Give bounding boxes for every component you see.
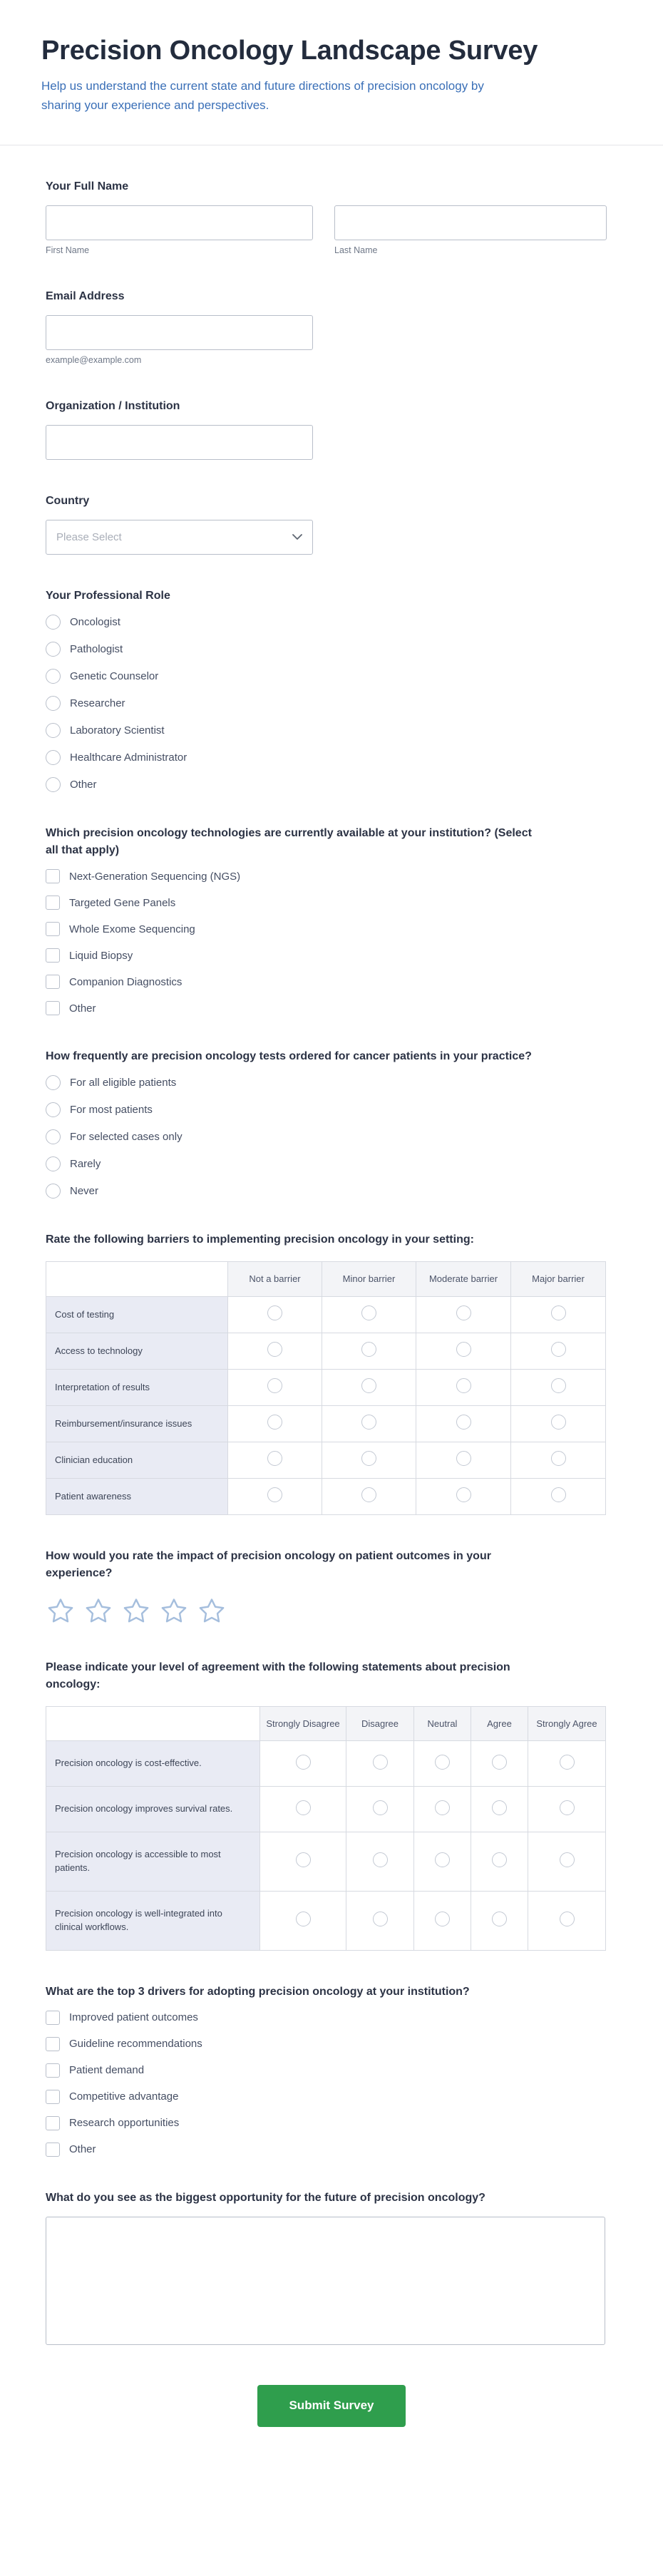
matrix-cell[interactable] bbox=[511, 1478, 606, 1514]
matrix-cell[interactable] bbox=[228, 1405, 322, 1442]
option-label: Never bbox=[70, 1185, 99, 1198]
checkbox-option[interactable] bbox=[46, 2116, 617, 2130]
checkbox-option[interactable] bbox=[46, 2037, 617, 2051]
matrix-cell[interactable] bbox=[228, 1333, 322, 1369]
matrix-cell[interactable] bbox=[346, 1891, 414, 1950]
email-input[interactable] bbox=[46, 315, 313, 350]
matrix-row bbox=[46, 1369, 606, 1405]
radio-button[interactable] bbox=[373, 1800, 388, 1815]
matrix-cell[interactable] bbox=[228, 1296, 322, 1333]
radio-button[interactable] bbox=[435, 1755, 450, 1770]
star-icon[interactable] bbox=[121, 1596, 151, 1626]
role-field bbox=[0, 587, 663, 792]
question-label: Your Full Name bbox=[46, 180, 129, 193]
matrix-column-header: Minor barrier bbox=[322, 1262, 416, 1297]
matrix-cell[interactable] bbox=[228, 1478, 322, 1514]
radio-button[interactable] bbox=[46, 723, 61, 738]
radio-button[interactable] bbox=[551, 1378, 566, 1393]
radio-button[interactable] bbox=[456, 1451, 471, 1466]
matrix-cell[interactable] bbox=[416, 1478, 511, 1514]
matrix-cell[interactable] bbox=[346, 1832, 414, 1892]
matrix-cell[interactable] bbox=[416, 1369, 511, 1405]
country-select[interactable] bbox=[46, 520, 313, 555]
radio-button[interactable] bbox=[560, 1912, 575, 1926]
matrix-cell[interactable] bbox=[228, 1442, 322, 1478]
question-label: Country bbox=[46, 495, 90, 508]
radio-button[interactable] bbox=[456, 1342, 471, 1357]
matrix-row-header: Access to technology bbox=[46, 1333, 228, 1369]
star-icon[interactable] bbox=[83, 1596, 113, 1626]
matrix-cell[interactable] bbox=[414, 1787, 471, 1832]
radio-button[interactable] bbox=[456, 1378, 471, 1393]
radio-button[interactable] bbox=[46, 1156, 61, 1171]
option-label: Researcher bbox=[70, 697, 125, 710]
checkbox[interactable] bbox=[46, 2063, 60, 2078]
last-name-sublabel: Last Name bbox=[334, 245, 378, 256]
matrix-row-header: Patient awareness bbox=[46, 1478, 228, 1514]
matrix-cell[interactable] bbox=[471, 1832, 528, 1892]
radio-button[interactable] bbox=[296, 1800, 311, 1815]
matrix-corner-cell bbox=[46, 1706, 260, 1741]
matrix-row-header: Clinician education bbox=[46, 1442, 228, 1478]
checkbox[interactable] bbox=[46, 975, 60, 989]
checkbox-option[interactable] bbox=[46, 922, 617, 936]
checkbox[interactable] bbox=[46, 869, 60, 883]
radio-option[interactable] bbox=[46, 1129, 617, 1144]
question-label: What are the top 3 drivers for adopting precision oncology at your institution? bbox=[46, 1985, 470, 1998]
radio-button[interactable] bbox=[267, 1378, 282, 1393]
radio-button[interactable] bbox=[267, 1305, 282, 1320]
radio-button[interactable] bbox=[361, 1487, 376, 1502]
option-label: Competitive advantage bbox=[69, 2090, 179, 2103]
checkbox-option[interactable] bbox=[46, 2090, 617, 2104]
matrix-column-header: Major barrier bbox=[511, 1262, 606, 1297]
option-label: For most patients bbox=[70, 1104, 153, 1117]
organization-field bbox=[0, 398, 663, 460]
matrix-row bbox=[46, 1741, 606, 1787]
matrix-cell[interactable] bbox=[414, 1832, 471, 1892]
matrix-cell[interactable] bbox=[511, 1296, 606, 1333]
radio-option[interactable] bbox=[46, 1156, 617, 1171]
matrix-cell[interactable] bbox=[228, 1369, 322, 1405]
checkbox[interactable] bbox=[46, 2011, 60, 2025]
radio-button[interactable] bbox=[46, 669, 61, 684]
matrix-row bbox=[46, 1478, 606, 1514]
option-label: Improved patient outcomes bbox=[69, 2011, 198, 2024]
checkbox-option[interactable] bbox=[46, 948, 617, 963]
matrix-column-header: Strongly Disagree bbox=[260, 1706, 346, 1741]
radio-button[interactable] bbox=[46, 1102, 61, 1117]
radio-button[interactable] bbox=[361, 1451, 376, 1466]
radio-option[interactable] bbox=[46, 642, 617, 657]
checkbox[interactable] bbox=[46, 922, 60, 936]
radio-button[interactable] bbox=[46, 1184, 61, 1199]
radio-button[interactable] bbox=[361, 1378, 376, 1393]
checkbox-option[interactable] bbox=[46, 869, 617, 883]
matrix-column-header: Agree bbox=[471, 1706, 528, 1741]
matrix-cell[interactable] bbox=[322, 1442, 416, 1478]
option-label: Pathologist bbox=[70, 643, 123, 656]
radio-button[interactable] bbox=[296, 1912, 311, 1926]
question-label: Email Address bbox=[46, 290, 125, 303]
agreement-matrix-field bbox=[0, 1659, 663, 1951]
radio-button[interactable] bbox=[373, 1912, 388, 1926]
country-placeholder: Please Select bbox=[56, 531, 122, 544]
checkbox-option[interactable] bbox=[46, 2143, 617, 2157]
matrix-cell[interactable] bbox=[322, 1369, 416, 1405]
question-label: What do you see as the biggest opportunity for the future of precision oncology? bbox=[46, 2191, 485, 2204]
matrix-cell[interactable] bbox=[416, 1405, 511, 1442]
radio-option[interactable] bbox=[46, 1184, 617, 1199]
option-label: Oncologist bbox=[70, 616, 120, 629]
radio-button[interactable] bbox=[492, 1755, 507, 1770]
organization-input[interactable] bbox=[46, 425, 313, 460]
radio-button[interactable] bbox=[46, 642, 61, 657]
option-label: For all eligible patients bbox=[70, 1077, 177, 1089]
page-title: Precision Oncology Landscape Survey bbox=[41, 36, 538, 66]
option-label: Research opportunities bbox=[69, 2117, 180, 2130]
radio-button[interactable] bbox=[296, 1852, 311, 1867]
radio-option[interactable] bbox=[46, 777, 617, 792]
matrix-cell[interactable] bbox=[511, 1442, 606, 1478]
submit-row bbox=[0, 2385, 663, 2427]
matrix-row bbox=[46, 1442, 606, 1478]
radio-option[interactable] bbox=[46, 615, 617, 630]
radio-option[interactable] bbox=[46, 1102, 617, 1117]
matrix-column-header: Strongly Agree bbox=[528, 1706, 606, 1741]
radio-button[interactable] bbox=[361, 1342, 376, 1357]
radio-button[interactable] bbox=[551, 1342, 566, 1357]
matrix-cell[interactable] bbox=[346, 1787, 414, 1832]
star-icon[interactable] bbox=[46, 1596, 76, 1626]
agreement-matrix bbox=[46, 1706, 606, 1951]
option-label: Other bbox=[70, 779, 97, 791]
radio-button[interactable] bbox=[267, 1487, 282, 1502]
first-name-sublabel: First Name bbox=[46, 245, 90, 256]
checkbox-option[interactable] bbox=[46, 896, 617, 910]
barriers-matrix bbox=[46, 1261, 606, 1515]
matrix-cell[interactable] bbox=[346, 1741, 414, 1787]
matrix-row-header: Cost of testing bbox=[46, 1296, 228, 1333]
email-field bbox=[0, 288, 663, 365]
radio-button[interactable] bbox=[456, 1487, 471, 1502]
star-icon[interactable] bbox=[159, 1596, 189, 1626]
matrix-cell[interactable] bbox=[414, 1741, 471, 1787]
radio-button[interactable] bbox=[435, 1912, 450, 1926]
matrix-column-header: Disagree bbox=[346, 1706, 414, 1741]
matrix-cell[interactable] bbox=[260, 1891, 346, 1950]
option-label: Liquid Biopsy bbox=[69, 949, 133, 962]
radio-button[interactable] bbox=[46, 1075, 61, 1090]
matrix-column-header: Neutral bbox=[414, 1706, 471, 1741]
matrix-row-header: Precision oncology is accessible to most patients. bbox=[46, 1832, 260, 1892]
radio-button[interactable] bbox=[492, 1852, 507, 1867]
radio-button[interactable] bbox=[267, 1451, 282, 1466]
option-label: Companion Diagnostics bbox=[69, 975, 183, 988]
question-label: How would you rate the impact of precision oncology on patient outcomes in your experience? bbox=[46, 1549, 491, 1579]
question-label: Rate the following barriers to implementing precision oncology in your setting: bbox=[46, 1233, 474, 1246]
barriers-matrix-field bbox=[0, 1231, 663, 1515]
matrix-cell[interactable] bbox=[416, 1333, 511, 1369]
matrix-row-header: Reimbursement/insurance issues bbox=[46, 1405, 228, 1442]
option-label: Other bbox=[69, 2143, 96, 2156]
matrix-cell[interactable] bbox=[260, 1832, 346, 1892]
checkbox-option[interactable] bbox=[46, 975, 617, 989]
question-label: How frequently are precision oncology tests ordered for cancer patients in your practice? bbox=[46, 1050, 532, 1063]
radio-option[interactable] bbox=[46, 669, 617, 684]
full-name-field bbox=[0, 178, 663, 255]
option-label: For selected cases only bbox=[70, 1131, 183, 1144]
checkbox[interactable] bbox=[46, 2037, 60, 2051]
question-label: Which precision oncology technologies are currently available at your institution? (Select all that apply) bbox=[46, 827, 532, 857]
first-name-input[interactable] bbox=[46, 205, 313, 240]
matrix-row-header: Precision oncology is well-integrated into clinical workflows. bbox=[46, 1891, 260, 1950]
radio-option[interactable] bbox=[46, 723, 617, 738]
radio-button[interactable] bbox=[551, 1451, 566, 1466]
option-label: Guideline recommendations bbox=[69, 2038, 202, 2051]
radio-button[interactable] bbox=[560, 1852, 575, 1867]
radio-button[interactable] bbox=[46, 696, 61, 711]
matrix-cell[interactable] bbox=[322, 1296, 416, 1333]
matrix-cell[interactable] bbox=[528, 1891, 606, 1950]
radio-button[interactable] bbox=[46, 750, 61, 765]
radio-button[interactable] bbox=[361, 1415, 376, 1430]
matrix-row bbox=[46, 1333, 606, 1369]
radio-button[interactable] bbox=[492, 1800, 507, 1815]
question-label: Organization / Institution bbox=[46, 400, 180, 413]
star-icon[interactable] bbox=[197, 1596, 227, 1626]
radio-option[interactable] bbox=[46, 1075, 617, 1090]
radio-button[interactable] bbox=[456, 1415, 471, 1430]
matrix-corner-cell bbox=[46, 1262, 228, 1297]
matrix-row bbox=[46, 1787, 606, 1832]
radio-button[interactable] bbox=[551, 1305, 566, 1320]
radio-button[interactable] bbox=[46, 777, 61, 792]
radio-button[interactable] bbox=[361, 1305, 376, 1320]
radio-button[interactable] bbox=[267, 1415, 282, 1430]
matrix-cell[interactable] bbox=[511, 1333, 606, 1369]
radio-button[interactable] bbox=[46, 1129, 61, 1144]
option-label: Healthcare Administrator bbox=[70, 751, 187, 764]
matrix-cell[interactable] bbox=[322, 1405, 416, 1442]
submit-button[interactable]: Submit Survey bbox=[257, 2385, 405, 2427]
matrix-cell[interactable] bbox=[416, 1296, 511, 1333]
radio-option[interactable] bbox=[46, 696, 617, 711]
matrix-cell[interactable] bbox=[416, 1442, 511, 1478]
matrix-column-header: Moderate barrier bbox=[416, 1262, 511, 1297]
checkbox-option[interactable] bbox=[46, 1001, 617, 1015]
checkbox-option[interactable] bbox=[46, 2011, 617, 2025]
checkbox[interactable] bbox=[46, 2143, 60, 2157]
page-subtitle: Help us understand the current state and future directions of precision oncology by sharing your experience and perspectives. bbox=[41, 79, 484, 113]
technologies-field bbox=[0, 825, 663, 1015]
radio-button[interactable] bbox=[492, 1912, 507, 1926]
matrix-cell[interactable] bbox=[511, 1405, 606, 1442]
checkbox[interactable] bbox=[46, 948, 60, 963]
option-label: Rarely bbox=[70, 1158, 101, 1171]
matrix-cell[interactable] bbox=[260, 1787, 346, 1832]
matrix-cell[interactable] bbox=[322, 1478, 416, 1514]
matrix-cell[interactable] bbox=[511, 1369, 606, 1405]
matrix-row-header: Precision oncology improves survival rates. bbox=[46, 1787, 260, 1832]
checkbox[interactable] bbox=[46, 2090, 60, 2104]
opportunity-textarea[interactable] bbox=[46, 2217, 605, 2345]
checkbox[interactable] bbox=[46, 896, 60, 910]
country-field bbox=[0, 493, 663, 555]
option-label: Laboratory Scientist bbox=[70, 724, 165, 737]
checkbox-option[interactable] bbox=[46, 2063, 617, 2078]
option-label: Targeted Gene Panels bbox=[69, 896, 176, 909]
radio-button[interactable] bbox=[560, 1800, 575, 1815]
radio-button[interactable] bbox=[551, 1415, 566, 1430]
chevron-down-icon bbox=[292, 534, 302, 540]
radio-option[interactable] bbox=[46, 750, 617, 765]
radio-button[interactable] bbox=[373, 1852, 388, 1867]
checkbox[interactable] bbox=[46, 2116, 60, 2130]
option-label: Whole Exome Sequencing bbox=[69, 923, 195, 935]
opportunity-field bbox=[0, 2190, 663, 2345]
radio-button[interactable] bbox=[560, 1755, 575, 1770]
matrix-cell[interactable] bbox=[528, 1741, 606, 1787]
question-label: Please indicate your level of agreement with the following statements about precision oncology: bbox=[46, 1661, 510, 1690]
last-name-input[interactable] bbox=[334, 205, 607, 240]
radio-button[interactable] bbox=[435, 1800, 450, 1815]
radio-button[interactable] bbox=[373, 1755, 388, 1770]
radio-button[interactable] bbox=[456, 1305, 471, 1320]
matrix-cell[interactable] bbox=[528, 1832, 606, 1892]
drivers-field bbox=[0, 1984, 663, 2157]
matrix-cell[interactable] bbox=[260, 1741, 346, 1787]
option-label: Other bbox=[69, 1002, 96, 1015]
matrix-row-header: Precision oncology is cost-effective. bbox=[46, 1741, 260, 1787]
star-rating bbox=[46, 1596, 617, 1626]
matrix-row bbox=[46, 1405, 606, 1442]
matrix-row bbox=[46, 1891, 606, 1950]
option-label: Genetic Counselor bbox=[70, 670, 159, 683]
radio-button[interactable] bbox=[435, 1852, 450, 1867]
matrix-cell[interactable] bbox=[528, 1787, 606, 1832]
matrix-row bbox=[46, 1832, 606, 1892]
radio-button[interactable] bbox=[551, 1487, 566, 1502]
question-label: Your Professional Role bbox=[46, 590, 170, 602]
frequency-field bbox=[0, 1048, 663, 1199]
form-header bbox=[0, 0, 663, 145]
radio-button[interactable] bbox=[267, 1342, 282, 1357]
matrix-row bbox=[46, 1296, 606, 1333]
matrix-cell[interactable] bbox=[471, 1741, 528, 1787]
option-label: Patient demand bbox=[69, 2064, 145, 2077]
radio-button[interactable] bbox=[296, 1755, 311, 1770]
matrix-cell[interactable] bbox=[471, 1891, 528, 1950]
checkbox[interactable] bbox=[46, 1001, 60, 1015]
matrix-row-header: Interpretation of results bbox=[46, 1369, 228, 1405]
matrix-cell[interactable] bbox=[322, 1333, 416, 1369]
impact-rating-field bbox=[0, 1548, 663, 1626]
matrix-cell[interactable] bbox=[414, 1891, 471, 1950]
radio-button[interactable] bbox=[46, 615, 61, 630]
matrix-column-header: Not a barrier bbox=[228, 1262, 322, 1297]
option-label: Next-Generation Sequencing (NGS) bbox=[69, 870, 241, 883]
matrix-cell[interactable] bbox=[471, 1787, 528, 1832]
email-sublabel: example@example.com bbox=[46, 355, 142, 366]
